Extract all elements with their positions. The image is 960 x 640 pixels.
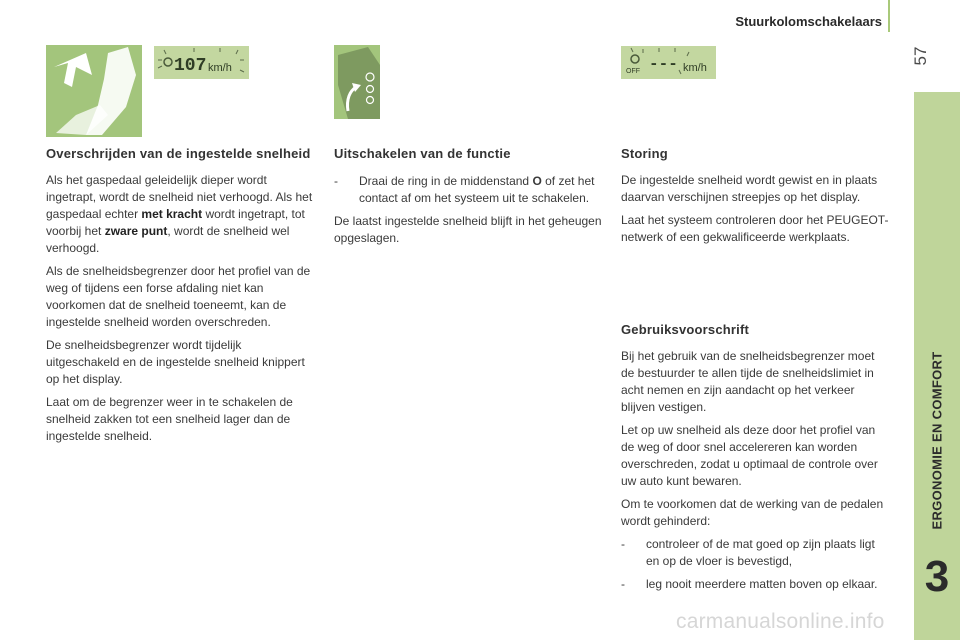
display2-dashes: ---	[649, 55, 678, 73]
bullet-dash: -	[334, 174, 338, 188]
p1-part-d: , wordt de snelheid wel verhoogd.	[46, 224, 290, 255]
chapter-label	[914, 330, 960, 550]
accelerator-pedal-illustration	[46, 45, 142, 137]
header-divider	[888, 0, 890, 32]
off-display-graphic	[621, 46, 716, 79]
chapter-number: 3	[924, 552, 950, 601]
section-title: Stuurkolomschakelaars	[735, 14, 882, 29]
bullet-dash: -	[621, 537, 625, 551]
heading-deactivate: Uitschakelen van de functie	[334, 146, 511, 161]
paragraph-dashes: De ingestelde snelheid wordt gewist en in plaats daarvan verschijnen streepjes op het display.	[621, 173, 878, 204]
chapter-label-text: ERGONOMIE EN COMFORT	[929, 351, 945, 529]
bullet1-part-c: of zet het contact af om het systeem uit te schakelen.	[359, 174, 595, 205]
bullet-text	[359, 173, 604, 207]
bullet1-bold-o: O	[532, 174, 542, 188]
paragraph-pedal-obstruction: Om te voorkomen dat de werking van de pedalen wordt gehinderd:	[621, 497, 884, 528]
column-deactivate	[334, 146, 604, 253]
p1-bold-force: met kracht	[141, 207, 203, 221]
p1-part-c: wordt ingetrapt, tot voorbij het	[46, 207, 305, 238]
list-item	[621, 536, 891, 570]
bullet-text: controleer of de mat goed op zijn plaats ligt en op de vloer is bevestigd,	[646, 537, 875, 568]
paragraph-memory: De laatst ingestelde snelheid blijft in het geheugen opgeslagen.	[334, 214, 602, 245]
paragraph-reactivate: Laat om de begrenzer weer in te schakelen de snelheid zakken tot een snelheid lager dan de ingestelde snelheid.	[46, 395, 293, 443]
bullet1-part-a: Draai de ring in de middenstand	[359, 174, 533, 188]
speed-display-off	[621, 46, 716, 79]
pedal-foot-icon	[46, 45, 142, 137]
heading-usage: Gebruiksvoorschrift	[621, 322, 750, 337]
watermark: carmanualsonline.info	[676, 610, 885, 633]
heading-malfunction: Storing	[621, 146, 668, 161]
speed-display-107	[154, 46, 249, 79]
display2-unit: km/h	[683, 62, 707, 74]
column-usage-instructions	[621, 322, 891, 599]
paragraph-road-profile: Als de snelheidsbegrenzer door het profiel van de weg of tijdens een forse afdaling niet kan voorkomen dat de snelheid toeneemt, kan de ingestelde snelheid worden overschreden.	[46, 264, 311, 329]
p1-bold-hard-point: zware punt	[104, 224, 168, 238]
p1-part-a: Als het gaspedaal geleidelijk dieper wordt ingetrapt, wordt de snelheid niet verhoogd. Als het gaspedaal echter	[46, 173, 313, 221]
paragraph-watch-speed: Let op uw snelheid als deze door het profiel van de weg of door snel accelereren kan worden overschreden, zodat u optimaal de controle over uw auto kunt bewaren.	[621, 423, 878, 488]
column-malfunction	[621, 146, 891, 252]
heading-exceeding-speed: Overschrijden van de ingestelde snelheid	[46, 146, 311, 161]
stalk-ring-icon	[334, 45, 380, 119]
paragraph-driver-responsibility: Bij het gebruik van de snelheidsbegrenzer moet de bestuurder te allen tijde de snelheidslimiet in acht nemen en zijn aandacht op het verkeer blijven vestigen.	[621, 349, 875, 414]
steering-stalk-illustration	[334, 45, 380, 119]
list-item	[334, 173, 604, 207]
bullet-dash: -	[621, 577, 625, 591]
display1-speed: 107	[174, 56, 207, 76]
bullet-text: leg nooit meerdere matten boven op elkaar.	[646, 577, 878, 591]
speed-display-graphic	[154, 46, 249, 79]
column-exceeding-speed	[46, 146, 316, 451]
paragraph-pedal	[46, 172, 316, 257]
page-number: 57	[911, 46, 930, 66]
display2-off: OFF	[626, 68, 640, 75]
display1-unit: km/h	[208, 62, 232, 74]
paragraph-temporarily-disabled: De snelheidsbegrenzer wordt tijdelijk uitgeschakeld en de ingestelde snelheid knippert op het display.	[46, 338, 305, 386]
list-item	[621, 576, 891, 593]
paragraph-check-network: Laat het systeem controleren door het PEUGEOT-netwerk of een gekwalificeerde werkplaats.	[621, 213, 889, 244]
